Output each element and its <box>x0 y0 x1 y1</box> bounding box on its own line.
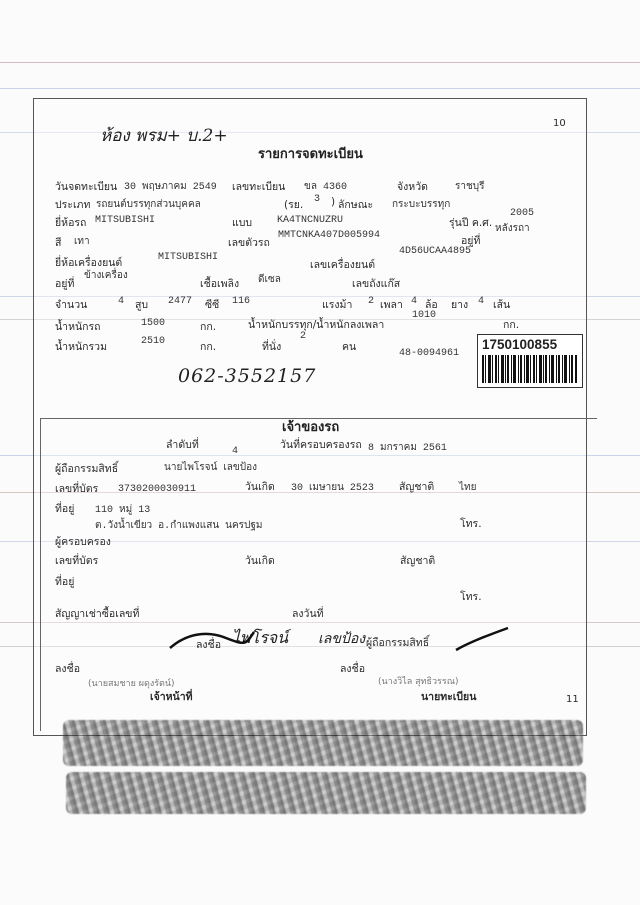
address2-label: ที่อยู่ <box>55 576 75 588</box>
dob-value: 30 เมษายน 2523 <box>291 483 374 494</box>
tel-label: โทร. <box>460 518 482 530</box>
seq-label: ลำดับที่ <box>166 439 199 451</box>
gas-label: เลขถังแก๊ส <box>352 278 401 290</box>
hp-label: แรงม้า <box>322 299 353 311</box>
holder-name: นายไพโรจน์ เลขป้อง <box>164 463 257 474</box>
page-number-bottom: 11 <box>566 694 579 705</box>
reference-number: 48-0094961 <box>399 348 460 359</box>
signature-stroke <box>452 626 512 656</box>
year-label: รุ่นปี ค.ศ. <box>449 217 493 229</box>
dob2-label: วันเกิด <box>245 555 275 567</box>
kg-unit: กก. <box>200 321 217 333</box>
registrar-name: (นางวิไล สุทธิวรรณ) <box>378 677 459 687</box>
axle-word: เพลา <box>380 299 403 311</box>
brand-value: MITSUBISHI <box>95 215 156 226</box>
load-label: น้ำหนักบรรทุก/น้ำหนักลงเพลา <box>248 319 385 331</box>
engine-loc-label: อยู่ที่ <box>55 278 75 290</box>
barcode-number: 1750100855 <box>482 337 558 352</box>
chassis-label: เลขตัวรถ <box>228 237 270 249</box>
id-label: เลขที่บัตร <box>55 483 99 495</box>
gross-value: 2510 <box>141 336 166 347</box>
holder-label: ผู้ถือกรรมสิทธิ์ <box>55 463 119 475</box>
gross-label: น้ำหนักรวม <box>55 341 107 353</box>
cyl-count-label: จำนวน <box>55 299 88 311</box>
style-label: ลักษณะ <box>338 199 374 211</box>
id-value: 3730200030911 <box>118 484 197 495</box>
wheels-value: 4 <box>411 296 418 307</box>
tires-value: 4 <box>478 296 485 307</box>
id2-label: เลขที่บัตร <box>55 555 99 567</box>
reg-date: 30 พฤษภาคม 2549 <box>124 182 217 193</box>
address-line1: 110 หมู่ 13 <box>95 505 151 516</box>
registrar-role: นายทะเบียน <box>421 691 477 703</box>
tire-unit: เส้น <box>493 299 511 311</box>
barcode-label <box>477 334 583 388</box>
ink-smudge-strip <box>66 772 586 814</box>
color-value: เทา <box>74 237 90 248</box>
signature-stroke <box>166 624 256 654</box>
axles-value: 2 <box>368 296 375 307</box>
registrar-sign-label: ลงชื่อ <box>340 663 365 675</box>
handwritten-phone: 062-3552157 <box>178 365 317 387</box>
officer-name: (นายสมชาย ผดุงรัตน์) <box>88 679 175 689</box>
holder-role: ผู้ถือกรรมสิทธิ์ <box>366 637 430 649</box>
address-line2: ต.วังน้ำเขียว อ.กำแพงแสน นครปฐม <box>95 521 263 532</box>
page-number-top: 10 <box>553 118 566 129</box>
tire-word: ยาง <box>451 299 469 311</box>
code-suffix: ) <box>331 196 336 208</box>
nationality-value: ไทย <box>459 483 477 494</box>
wheel-word: ล้อ <box>425 299 438 311</box>
barcode-icon <box>482 355 578 383</box>
nationality-label: สัญชาติ <box>399 481 435 493</box>
scan-line <box>0 62 640 63</box>
address-label: ที่อยู่ <box>55 503 75 515</box>
possession-date: 8 มกราคม 2561 <box>368 443 447 454</box>
plate-label: เลขทะเบียน <box>232 181 286 193</box>
code-prefix: (รย. <box>284 199 304 211</box>
cyl-unit: สูบ <box>135 299 149 311</box>
owner-title: เจ้าของรถ <box>282 420 340 435</box>
province-label: จังหวัด <box>397 181 428 193</box>
tel2-label: โทร. <box>460 591 482 603</box>
possessor-label: ผู้ครอบครอง <box>55 536 111 548</box>
seats-value: 2 <box>300 331 307 342</box>
engine-brand-label: ยี่ห้อเครื่องยนต์ <box>55 257 123 269</box>
seats-unit: คน <box>342 341 357 353</box>
contract-label: สัญญาเช่าซื้อเลขที่ <box>55 608 140 620</box>
kg-unit: กก. <box>503 319 520 331</box>
type-value: รถยนต์บรรทุกส่วนบุคคล <box>96 200 201 211</box>
province-value: ราชบุรี <box>455 182 485 193</box>
type-label: ประเภท <box>55 199 91 211</box>
brand-label: ยี่ห้อรถ <box>55 217 87 229</box>
dob-label: วันเกิด <box>245 481 275 493</box>
plate-value: ขล 4360 <box>304 182 347 193</box>
doc-title: รายการจดทะเบียน <box>258 147 363 162</box>
engine-loc-value: ข้างเครื่อง <box>84 271 128 282</box>
engine-brand-value: MITSUBISHI <box>158 252 219 263</box>
engine-no-label: เลขเครื่องยนต์ <box>310 259 376 271</box>
fuel-label: เชื้อเพลิง <box>200 278 240 290</box>
code-value: 3 <box>314 194 321 205</box>
style-value: กระบะบรรทุก <box>392 200 451 211</box>
model-label: แบบ <box>232 217 253 229</box>
owner-sign-label: ลงชื่อ <box>196 639 221 651</box>
location-value: หลังรถา <box>495 224 530 235</box>
handwritten-note: ห้อง พรม+ บ.2+ <box>100 126 228 146</box>
officer-role: เจ้าหน้าที่ <box>150 691 193 703</box>
weight-value: 1500 <box>141 318 166 329</box>
color-label: สี <box>55 237 62 249</box>
location-label: อยู่ที่ <box>461 235 481 247</box>
engine-no-value: 4D56UCAA4895 <box>399 246 472 257</box>
reg-date-label: วันจดทะเบียน <box>55 181 118 193</box>
nationality2-label: สัญชาติ <box>400 555 436 567</box>
weight-label: น้ำหนักรถ <box>55 321 101 333</box>
cyl-count: 4 <box>118 296 125 307</box>
owner-signature: ไพโรจน์ <box>232 628 289 647</box>
owner-signature-surname: เลขป้อง <box>318 631 366 647</box>
year-value: 2005 <box>510 208 535 219</box>
model-value: KA4TNCNUZRU <box>277 215 344 226</box>
seats-label: ที่นั่ง <box>262 341 282 353</box>
officer-sign-label: ลงชื่อ <box>55 663 80 675</box>
fuel-value: ดีเซล <box>258 275 281 286</box>
chassis-value: MMTCNKA407D005994 <box>278 230 381 241</box>
ink-smudge-strip <box>63 720 583 766</box>
load-value: 1010 <box>412 310 437 321</box>
cc-label: ซีซี <box>205 299 220 311</box>
scan-line <box>0 88 640 89</box>
kg-unit: กก. <box>200 341 217 353</box>
kw-value: 116 <box>232 296 251 307</box>
seq-value: 4 <box>232 446 239 457</box>
cc-value: 2477 <box>168 296 193 307</box>
possession-date-label: วันที่ครอบครองรถ <box>280 439 362 451</box>
signed-date-label: ลงวันที่ <box>292 608 324 620</box>
